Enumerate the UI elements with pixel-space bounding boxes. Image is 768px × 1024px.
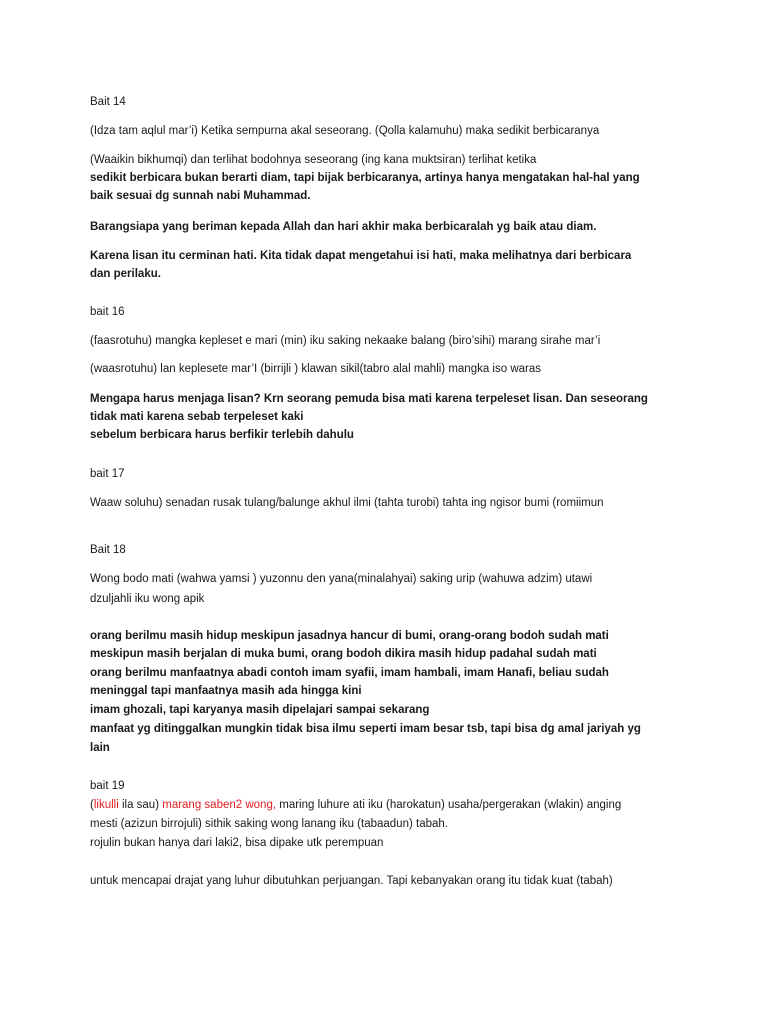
- section-heading-bait-16: bait 16: [90, 306, 125, 318]
- text-run: (: [90, 799, 94, 811]
- paragraph-line: Wong bodo mati (wahwa yamsi ) yuzonnu den yana(minalahyai) saking urip (wahuwa adzim) utawi: [90, 573, 593, 585]
- bold-paragraph-line: orang berilmu masih hidup meskipun jasadnya hancur di bumi, orang-orang bodoh sudah mati: [90, 630, 609, 642]
- section-heading-bait-14: Bait 14: [90, 96, 126, 108]
- bold-paragraph-line: sedikit berbicara bukan berarti diam, tapi bijak berbicaranya, artinya hanya mengatakan hal-hal yang: [90, 172, 640, 184]
- paragraph-line: untuk mencapai drajat yang luhur dibutuhkan perjuangan. Tapi kebanyakan orang itu tidak kuat (tabah): [90, 875, 613, 887]
- section-heading-bait-19: bait 19: [90, 780, 125, 792]
- paragraph-line: (faasrotuhu) mangka kepleset e mari (min) iku saking nekaake balang (biro’sihi) marang sirahe mar’i: [90, 335, 601, 347]
- paragraph-line: dzuljahli iku wong apik: [90, 593, 205, 605]
- bold-paragraph-line: imam ghozali, tapi karyanya masih dipelajari sampai sekarang: [90, 704, 430, 716]
- paragraph-line: (Waaikin bikhumqi) dan terlihat bodohnya seseorang (ing kana muktsiran) terlihat ketika: [90, 154, 537, 166]
- bold-paragraph-line: sebelum berbicara harus berfikir terlebih dahulu: [90, 429, 354, 441]
- paragraph-line: Waaw soluhu) senadan rusak tulang/balunge akhul ilmi (tahta turobi) tahta ing ngisor bumi (romiimun: [90, 497, 604, 509]
- bold-paragraph-line: manfaat yg ditinggalkan mungkin tidak bisa ilmu seperti imam besar tsb, tapi bisa dg amal jariyah yg: [90, 723, 641, 735]
- bold-paragraph-line: meskipun masih berjalan di muka bumi, orang bodoh dikira masih hidup padahal sudah mati: [90, 648, 597, 660]
- paragraph-line: mesti (azizun birrojuli) sithik saking wong lanang iku (tabaadun) tabah.: [90, 818, 448, 830]
- bold-paragraph-line: tidak mati karena sebab terpeleset kaki: [90, 411, 304, 423]
- bold-paragraph-line: Barangsiapa yang beriman kepada Allah dan hari akhir maka berbicaralah yg baik atau diam.: [90, 221, 597, 233]
- bold-paragraph-line: orang berilmu manfaatnya abadi contoh imam syafii, imam hambali, imam Hanafi, beliau sudah: [90, 667, 609, 679]
- text-run: ila sau): [118, 799, 163, 811]
- paragraph-line: (waasrotuhu) lan keplesete mar’I (birrijli ) klawan sikil(tabro alal mahli) mangka iso waras: [90, 363, 542, 375]
- bold-paragraph-line: baik sesuai dg sunnah nabi Muhammad.: [90, 190, 311, 202]
- highlighted-text-run: likulli: [93, 799, 119, 811]
- section-heading-bait-18: Bait 18: [90, 544, 126, 556]
- bold-paragraph-line: meninggal tapi manfaatnya masih ada hingga kini: [90, 685, 362, 697]
- text-run: maring luhure ati iku (harokatun) usaha/pergerakan (wlakin) anging: [276, 799, 622, 811]
- section-heading-bait-17: bait 17: [90, 468, 125, 480]
- highlighted-text-run: marang saben2 wong,: [162, 799, 277, 811]
- bold-paragraph-line: Mengapa harus menjaga lisan? Krn seorang pemuda bisa mati karena terpeleset lisan. Dan seseorang: [90, 393, 648, 405]
- bold-paragraph-line: lain: [90, 742, 110, 754]
- bold-paragraph-line: Karena lisan itu cerminan hati. Kita tidak dapat mengetahui isi hati, maka melihatnya dari berbicara: [90, 250, 632, 262]
- paragraph-line: rojulin bukan hanya dari laki2, bisa dipake utk perempuan: [90, 837, 384, 849]
- bold-paragraph-line: dan perilaku.: [90, 268, 161, 280]
- paragraph-line: (Idza tam aqlul mar’i) Ketika sempurna akal seseorang. (Qolla kalamuhu) maka sedikit berbicaranya: [90, 125, 600, 137]
- paragraph-line-mixed: [90, 796, 700, 814]
